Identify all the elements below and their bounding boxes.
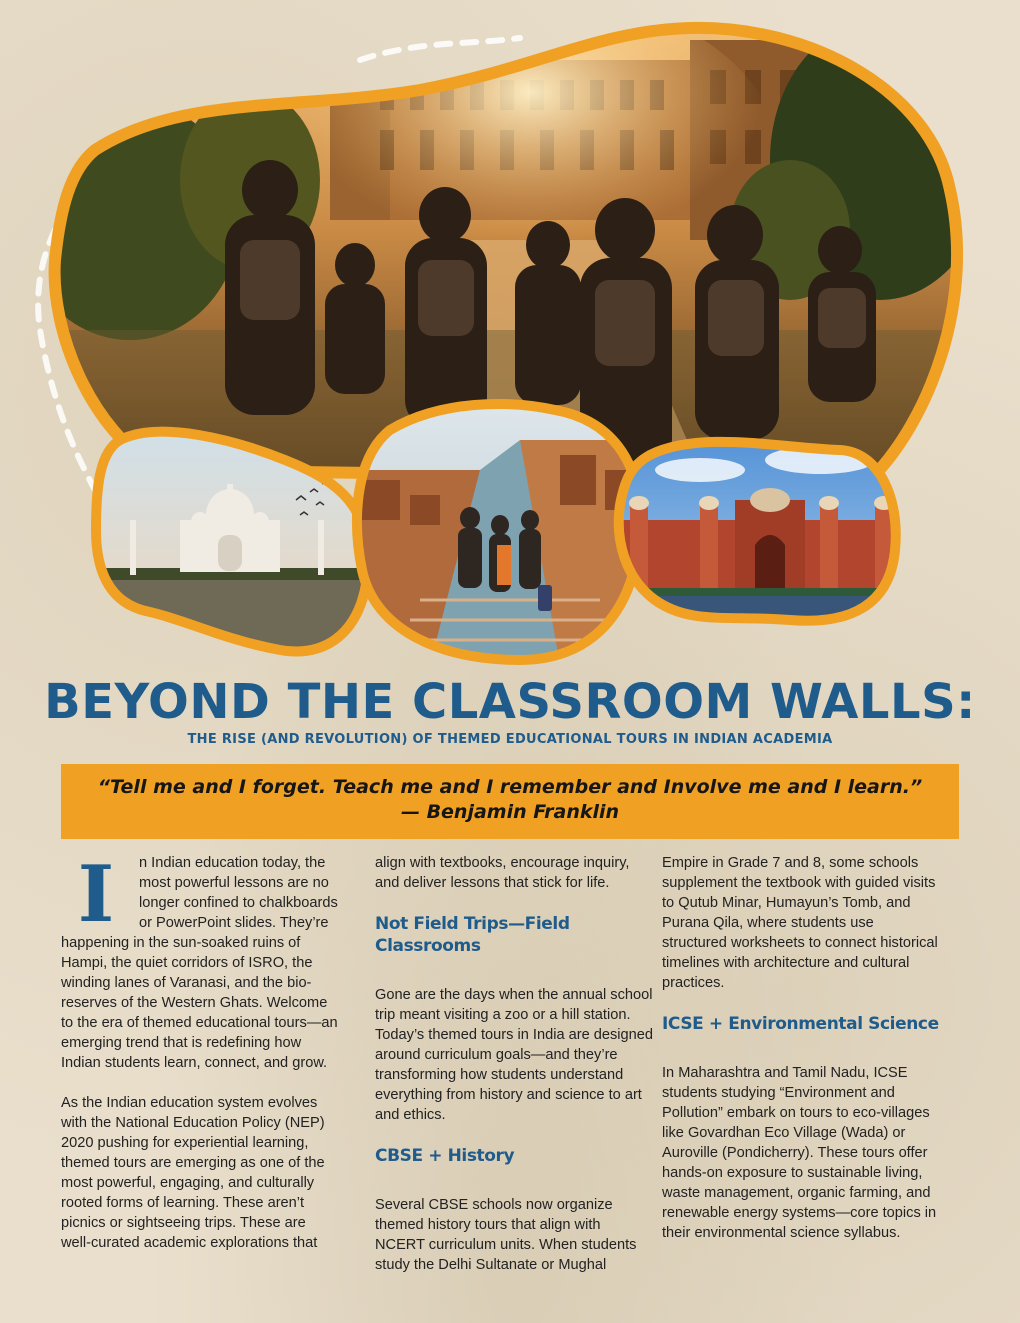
page-subtitle: THE RISE (AND REVOLUTION) OF THEMED EDUCATIONAL TOURS IN INDIAN ACADEMIA [187, 732, 833, 747]
cbse-history-paragraph: Several CBSE schools now organize themed history tours that align with NCERT curriculum units. When students study the Delhi Sultanate or Mughal [375, 1197, 637, 1273]
article-column-2 [375, 853, 653, 1295]
section-heading-cbse-history: CBSE + History [375, 1146, 515, 1166]
intro-paragraph: n Indian education today, the most powerful lessons are no longer confined to chalkboards or PowerPoint slides. They’re happening in the sun-soaked ruins of Hampi, the quiet corridors of ISRO, the winding lanes of Varanasi, and the bio-reserves of the Western Ghats. Welcome to the era of themed educational tours—an emerging trend that is redefining how Indian students learn, connect, and grow. [61, 855, 338, 1071]
cbse-history-continued-paragraph: Empire in Grade 7 and 8, some schools supplement the textbook with guided visits to Qutub Minar, Humayun’s Tomb, and Purana Qila, where students use structured worksheets to connect historical timelines with architecture and cultural practices. [662, 855, 938, 991]
icse-environment-paragraph: In Maharashtra and Tamil Nadu, ICSE students studying “Environment and Pollution” embark on tours to eco-villages like Govardhan Eco Village (Wada) or Auroville (Pondicherry). These tours offer hands-on exposure to sustainable living, waste management, organic farming, and renewable energy systems—core topics in their environmental science syllabus. [662, 1065, 937, 1241]
dropcap-letter: I [77, 857, 115, 927]
quote-band [61, 764, 959, 839]
article-column-1 [61, 853, 339, 1273]
quote-author: — Benjamin Franklin [400, 801, 620, 823]
dropcap [61, 857, 131, 927]
page-title: BEYOND THE CLASSROOM WALLS: [44, 674, 976, 730]
section-heading-icse-environment: ICSE + Environmental Science [662, 1014, 939, 1034]
continued-paragraph: align with textbooks, encourage inquiry, and deliver lessons that stick for life. [375, 855, 630, 891]
field-classrooms-paragraph: Gone are the days when the annual school trip meant visiting a zoo or a hill station. Today’s themed tours in India are designed around curriculum goals—and they’re transforming how students understand everything from history and science to art and ethics. [375, 987, 654, 1123]
article-column-3 [662, 853, 940, 1263]
section-heading-field-classrooms: Not Field Trips—Field Classrooms [375, 914, 570, 956]
nep-paragraph: As the Indian education system evolves with the National Education Policy (NEP) 2020 pushing for experiential learning, themed tours are emerging as one of the most powerful, engaging, and culturally rooted forms of learning. These aren’t picnics or sightseeing trips. These are well-curated academic explorations that [61, 1095, 325, 1251]
quote-text: “Tell me and I forget. Teach me and I remember and Involve me and I learn.” [97, 776, 923, 798]
